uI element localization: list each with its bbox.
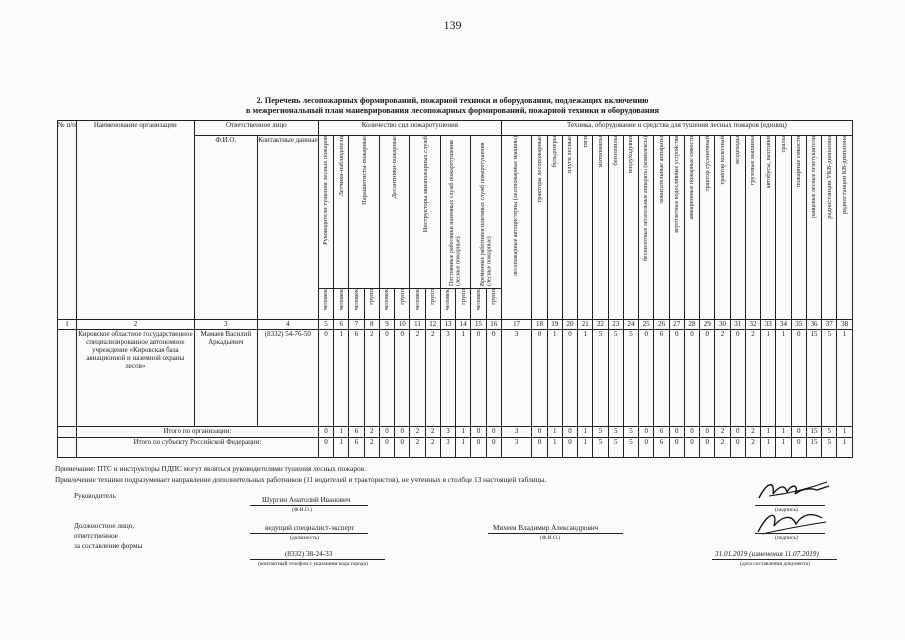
header-drones: беспилотные летательные аппараты (комплексы) bbox=[639, 136, 654, 320]
value-cell: 15 bbox=[806, 427, 821, 438]
column-number: 10 bbox=[395, 320, 410, 330]
position-caption: (должность) bbox=[290, 535, 319, 541]
value-cell: 0 bbox=[471, 427, 486, 438]
value-cell: 0 bbox=[730, 330, 745, 427]
value-cell: 1 bbox=[578, 427, 593, 438]
header-tractors: тракторы лесопожарные bbox=[532, 136, 547, 320]
value-cell: 2 bbox=[715, 438, 730, 458]
value-cell: 0 bbox=[700, 330, 715, 427]
header-tyagi: тяги bbox=[578, 136, 593, 320]
header-contacts: Контактные данные bbox=[257, 136, 318, 320]
header-grupp: групп bbox=[425, 289, 440, 320]
value-cell: 0 bbox=[379, 427, 394, 438]
value-cell: 0 bbox=[395, 330, 410, 427]
value-cell: 0 bbox=[562, 330, 577, 427]
value-cell: 6 bbox=[349, 427, 364, 438]
column-number: 29 bbox=[700, 320, 715, 330]
value-cell: 0 bbox=[791, 438, 806, 458]
column-number: 7 bbox=[349, 320, 364, 330]
official-label-2: ответственное bbox=[74, 532, 118, 540]
value-cell: 0 bbox=[639, 427, 654, 438]
value-cell: 1 bbox=[578, 330, 593, 427]
column-number-row bbox=[58, 320, 853, 330]
value-cell: 0 bbox=[791, 427, 806, 438]
value-cell: 0 bbox=[486, 427, 501, 438]
header-grupp: групп bbox=[395, 289, 410, 320]
official-position: ведущий специалист-эксперт bbox=[265, 524, 355, 532]
value-cell: 1 bbox=[761, 427, 776, 438]
value-cell: 15 bbox=[806, 438, 821, 458]
header-chelovek: человек bbox=[471, 289, 486, 320]
title-line-2: в межрегиональный план маневрирования лесопожарных формирований, пожарной техники и оборудования bbox=[246, 106, 659, 115]
value-cell: 0 bbox=[730, 427, 745, 438]
column-number: 35 bbox=[791, 320, 806, 330]
value-cell: 0 bbox=[700, 427, 715, 438]
value-cell: 0 bbox=[318, 330, 333, 427]
column-number: 18 bbox=[532, 320, 547, 330]
value-cell: 6 bbox=[654, 330, 669, 427]
column-number: 14 bbox=[456, 320, 471, 330]
title-line-1: 2. Перечень лесопожарных формирований, пожарной техники и оборудования, подлежащих включению bbox=[256, 96, 649, 105]
value-cell: 2 bbox=[364, 427, 379, 438]
official-label-1: Должностное лицо, bbox=[74, 522, 135, 530]
header-blowers: воздуходувки bbox=[623, 136, 638, 320]
value-cell: 3 bbox=[440, 330, 455, 427]
value-cell: 6 bbox=[654, 438, 669, 458]
page-number: 139 bbox=[443, 18, 462, 32]
value-cell: 2 bbox=[745, 438, 760, 458]
header-grupp: групп bbox=[486, 289, 501, 320]
value-cell: 0 bbox=[669, 330, 684, 427]
value-cell: 0 bbox=[395, 438, 410, 458]
value-cell: 1 bbox=[456, 438, 471, 458]
official-label-3: за составление формы bbox=[74, 542, 143, 550]
header-org-name: Наименование организации bbox=[76, 121, 194, 320]
table-row bbox=[58, 330, 853, 427]
header-chelovek: человек bbox=[349, 289, 364, 320]
header-fire-tanks: пожарные емкости bbox=[791, 136, 806, 320]
column-number: 32 bbox=[745, 320, 760, 330]
value-cell: 1 bbox=[547, 427, 562, 438]
value-cell: 5 bbox=[593, 427, 608, 438]
head-fio-caption: (Ф.И.О.) bbox=[292, 507, 313, 513]
value-cell: 2 bbox=[715, 427, 730, 438]
value-cell: 0 bbox=[532, 438, 547, 458]
header-forces: Количество сил пожаротушения bbox=[318, 121, 501, 136]
value-cell: 15 bbox=[806, 330, 821, 427]
official-fio-caption: (Ф.И.О.) bbox=[540, 535, 561, 541]
value-cell: 2 bbox=[410, 330, 425, 427]
column-number: 19 bbox=[547, 320, 562, 330]
value-cell: 0 bbox=[471, 330, 486, 427]
value-cell: 0 bbox=[486, 438, 501, 458]
fio-cell: Мамаев Василий Аркадьевич bbox=[194, 330, 257, 427]
official-name: Михеев Владимир Александрович bbox=[493, 524, 599, 532]
official-name-line bbox=[488, 533, 623, 534]
header-temporary-workers: Временные работники наземных служб пожаротушения (лесные пожарные) bbox=[471, 136, 502, 289]
header-equipment: Техника, оборудование и средства для тушения лесных пожаров (единиц) bbox=[501, 121, 852, 136]
value-cell: 0 bbox=[669, 427, 684, 438]
value-cell: 3 bbox=[440, 438, 455, 458]
value-cell: 0 bbox=[562, 427, 577, 438]
value-cell: 5 bbox=[593, 330, 608, 427]
header-paratroopers: Парашютисты-пожарные bbox=[349, 136, 380, 289]
formations-table bbox=[57, 120, 853, 458]
value-cell: 2 bbox=[425, 330, 440, 427]
header-instructors: Инструкторы авиапожарных служб bbox=[410, 136, 441, 289]
value-cell: 2 bbox=[715, 330, 730, 427]
official-phone: (8332) 38-24-33 bbox=[285, 550, 333, 558]
header-bulldozers: бульдозеры bbox=[547, 136, 562, 320]
value-cell: 1 bbox=[776, 427, 791, 438]
column-number: 21 bbox=[578, 320, 593, 330]
value-cell: 5 bbox=[593, 438, 608, 458]
official-signature-line bbox=[755, 533, 825, 534]
column-number: 36 bbox=[806, 320, 821, 330]
value-cell: 1 bbox=[547, 438, 562, 458]
value-cell: 2 bbox=[745, 330, 760, 427]
header-trucks: грузовые машины bbox=[745, 136, 760, 320]
value-cell: 6 bbox=[349, 330, 364, 427]
column-number: 23 bbox=[608, 320, 623, 330]
value-cell: 2 bbox=[364, 330, 379, 427]
value-cell: 2 bbox=[425, 438, 440, 458]
head-name: Шургин Анатолий Иванович bbox=[262, 496, 351, 504]
header-pilot-observers: Летчики-наблюдатели bbox=[334, 136, 349, 289]
header-responsible: Ответственное лицо bbox=[194, 121, 318, 136]
value-cell: 1 bbox=[837, 427, 853, 438]
note-2: Привлечение техники подразумевает направление дополнительных работников (11 водителей и трактористов), не учтенных в столбце 13 настоящей таблицы. bbox=[55, 475, 547, 484]
note-1: Примечание: ПТС и инструкторы ПДПС могут являться руководителями тушения лесных пожаров. bbox=[55, 464, 366, 473]
value-cell: 5 bbox=[623, 427, 638, 438]
value-cell: 0 bbox=[684, 438, 699, 458]
column-number: 30 bbox=[715, 320, 730, 330]
value-cell: 2 bbox=[745, 427, 760, 438]
date-caption: (дата составления документа) bbox=[740, 561, 810, 567]
column-number: 5 bbox=[318, 320, 333, 330]
header-radio-ukv: радиостанции УКВ-диапазона bbox=[822, 136, 837, 320]
header-backpack-extinguishers: ранцевые лесные огнетушители bbox=[806, 136, 821, 320]
value-cell: 0 bbox=[379, 438, 394, 458]
header-track-tractor: трактор гусеничный bbox=[700, 136, 715, 320]
column-number: 13 bbox=[440, 320, 455, 330]
document-date: 31.01.2019 (изменения 11.07.2019) bbox=[715, 550, 819, 558]
column-number: 27 bbox=[669, 320, 684, 330]
head-signature-caption: (подпись) bbox=[775, 507, 798, 513]
value-cell: 3 bbox=[501, 438, 532, 458]
value-cell: 1 bbox=[547, 330, 562, 427]
header-offroad: вездеходы bbox=[730, 136, 745, 320]
value-cell: 5 bbox=[608, 438, 623, 458]
column-number: 16 bbox=[486, 320, 501, 330]
header-num: № п/п bbox=[58, 121, 77, 320]
value-cell: 0 bbox=[791, 330, 806, 427]
date-line bbox=[712, 559, 837, 560]
header-igniters: зажигательные аппараты bbox=[654, 136, 669, 320]
header-chelovek: человек bbox=[318, 289, 333, 320]
official-signature-caption: (подпись) bbox=[775, 535, 798, 541]
value-cell: 1 bbox=[837, 330, 853, 427]
value-cell: 0 bbox=[471, 438, 486, 458]
value-cell: 1 bbox=[334, 438, 349, 458]
column-number: 1 bbox=[58, 320, 77, 330]
value-cell: 3 bbox=[501, 330, 532, 427]
header-wheel-tractor: трактор колесный bbox=[715, 136, 730, 320]
value-cell: 5 bbox=[822, 427, 837, 438]
org-name-cell: Кировское областное государственное специализированное автономное учреждение «Кировская база авиационной и наземной охраны лесов» bbox=[76, 330, 194, 427]
value-cell: 3 bbox=[501, 427, 532, 438]
column-number: 24 bbox=[623, 320, 638, 330]
value-cell: 0 bbox=[379, 330, 394, 427]
value-cell: 1 bbox=[334, 427, 349, 438]
header-aviation-tanks: авиационные пожарные емкости bbox=[684, 136, 699, 320]
column-number: 34 bbox=[776, 320, 791, 330]
value-cell: 5 bbox=[822, 438, 837, 458]
value-cell: 5 bbox=[608, 427, 623, 438]
row-num bbox=[58, 330, 77, 427]
column-number: 2 bbox=[76, 320, 194, 330]
official-phone-line bbox=[250, 559, 385, 560]
value-cell: 1 bbox=[761, 330, 776, 427]
head-name-line bbox=[250, 505, 368, 506]
value-cell: 2 bbox=[425, 427, 440, 438]
total-subject-label: Итого по субъекту Российской Федерации: bbox=[76, 438, 318, 458]
value-cell: 0 bbox=[318, 427, 333, 438]
header-chelovek: человек bbox=[410, 289, 425, 320]
value-cell: 2 bbox=[410, 438, 425, 458]
total-subject-row bbox=[58, 438, 853, 458]
phone-caption: (контактный телефон с указанием кода города) bbox=[258, 561, 368, 567]
total-org-label: Итого по организации: bbox=[76, 427, 318, 438]
value-cell: 0 bbox=[684, 330, 699, 427]
header-plows: плуги лесные bbox=[562, 136, 577, 320]
header-fire-leaders: Руководители тушения лесных пожаров bbox=[318, 136, 333, 289]
document-title bbox=[120, 96, 785, 116]
total-org-row bbox=[58, 427, 853, 438]
header-chelovek: человек bbox=[379, 289, 394, 320]
header-motopumps: мотопомпы bbox=[593, 136, 608, 320]
value-cell: 5 bbox=[623, 438, 638, 458]
value-cell: 6 bbox=[349, 438, 364, 458]
column-number: 8 bbox=[364, 320, 379, 330]
column-number: 4 bbox=[257, 320, 318, 330]
header-chelovek: человек bbox=[334, 289, 349, 320]
column-number: 28 bbox=[684, 320, 699, 330]
column-number: 6 bbox=[334, 320, 349, 330]
header-grupp: групп bbox=[364, 289, 379, 320]
value-cell: 0 bbox=[486, 330, 501, 427]
column-number: 31 bbox=[730, 320, 745, 330]
header-trawls: тралы bbox=[776, 136, 791, 320]
column-number: 17 bbox=[501, 320, 532, 330]
value-cell: 0 bbox=[639, 438, 654, 458]
total-org-num bbox=[58, 427, 77, 438]
column-number: 22 bbox=[593, 320, 608, 330]
header-radio-kv: радиостанции КВ-диапазона bbox=[837, 136, 853, 320]
value-cell: 1 bbox=[578, 438, 593, 458]
value-cell: 1 bbox=[456, 330, 471, 427]
column-number: 26 bbox=[654, 320, 669, 330]
column-number: 33 bbox=[761, 320, 776, 330]
value-cell: 5 bbox=[623, 330, 638, 427]
column-number: 3 bbox=[194, 320, 257, 330]
value-cell: 1 bbox=[761, 438, 776, 458]
column-number: 11 bbox=[410, 320, 425, 330]
phone-cell: (8332) 54-76-50 bbox=[257, 330, 318, 427]
value-cell: 2 bbox=[364, 438, 379, 458]
value-cell: 0 bbox=[318, 438, 333, 458]
header-permanent-workers: Постоянные работники наземных служб пожаротушения (лесные пожарные) bbox=[440, 136, 471, 289]
column-number: 38 bbox=[837, 320, 853, 330]
column-number: 15 bbox=[471, 320, 486, 330]
header-fio: Ф.И.О. bbox=[194, 136, 257, 320]
value-cell: 0 bbox=[700, 438, 715, 458]
value-cell: 0 bbox=[669, 438, 684, 458]
header-grupp: групп bbox=[456, 289, 471, 320]
total-subject-num bbox=[58, 438, 77, 458]
value-cell: 3 bbox=[440, 427, 455, 438]
value-cell: 1 bbox=[334, 330, 349, 427]
header-chainsaws: бензопилы bbox=[608, 136, 623, 320]
column-number: 20 bbox=[562, 320, 577, 330]
value-cell: 2 bbox=[410, 427, 425, 438]
header-heli-buckets: вертолетные водосливные устройства bbox=[669, 136, 684, 320]
value-cell: 0 bbox=[562, 438, 577, 458]
head-label: Руководитель bbox=[74, 492, 116, 500]
value-cell: 1 bbox=[837, 438, 853, 458]
value-cell: 0 bbox=[395, 427, 410, 438]
value-cell: 0 bbox=[730, 438, 745, 458]
value-cell: 1 bbox=[776, 330, 791, 427]
value-cell: 5 bbox=[608, 330, 623, 427]
value-cell: 1 bbox=[776, 438, 791, 458]
header-rappellers: Десантники-пожарные bbox=[379, 136, 410, 289]
value-cell: 5 bbox=[822, 330, 837, 427]
value-cell: 6 bbox=[654, 427, 669, 438]
value-cell: 0 bbox=[684, 427, 699, 438]
value-cell: 0 bbox=[639, 330, 654, 427]
column-number: 37 bbox=[822, 320, 837, 330]
column-number: 9 bbox=[379, 320, 394, 330]
header-autotanks: лесопожарные автоцистерны (лесопожарные машины) bbox=[501, 136, 532, 320]
value-cell: 0 bbox=[532, 330, 547, 427]
value-cell: 1 bbox=[456, 427, 471, 438]
official-position-line bbox=[250, 533, 368, 534]
column-number: 12 bbox=[425, 320, 440, 330]
column-number: 25 bbox=[639, 320, 654, 330]
header-buses: автобусы, вахтовки bbox=[761, 136, 776, 320]
header-chelovek: человек bbox=[440, 289, 455, 320]
value-cell: 0 bbox=[532, 427, 547, 438]
head-signature-image bbox=[755, 476, 835, 506]
